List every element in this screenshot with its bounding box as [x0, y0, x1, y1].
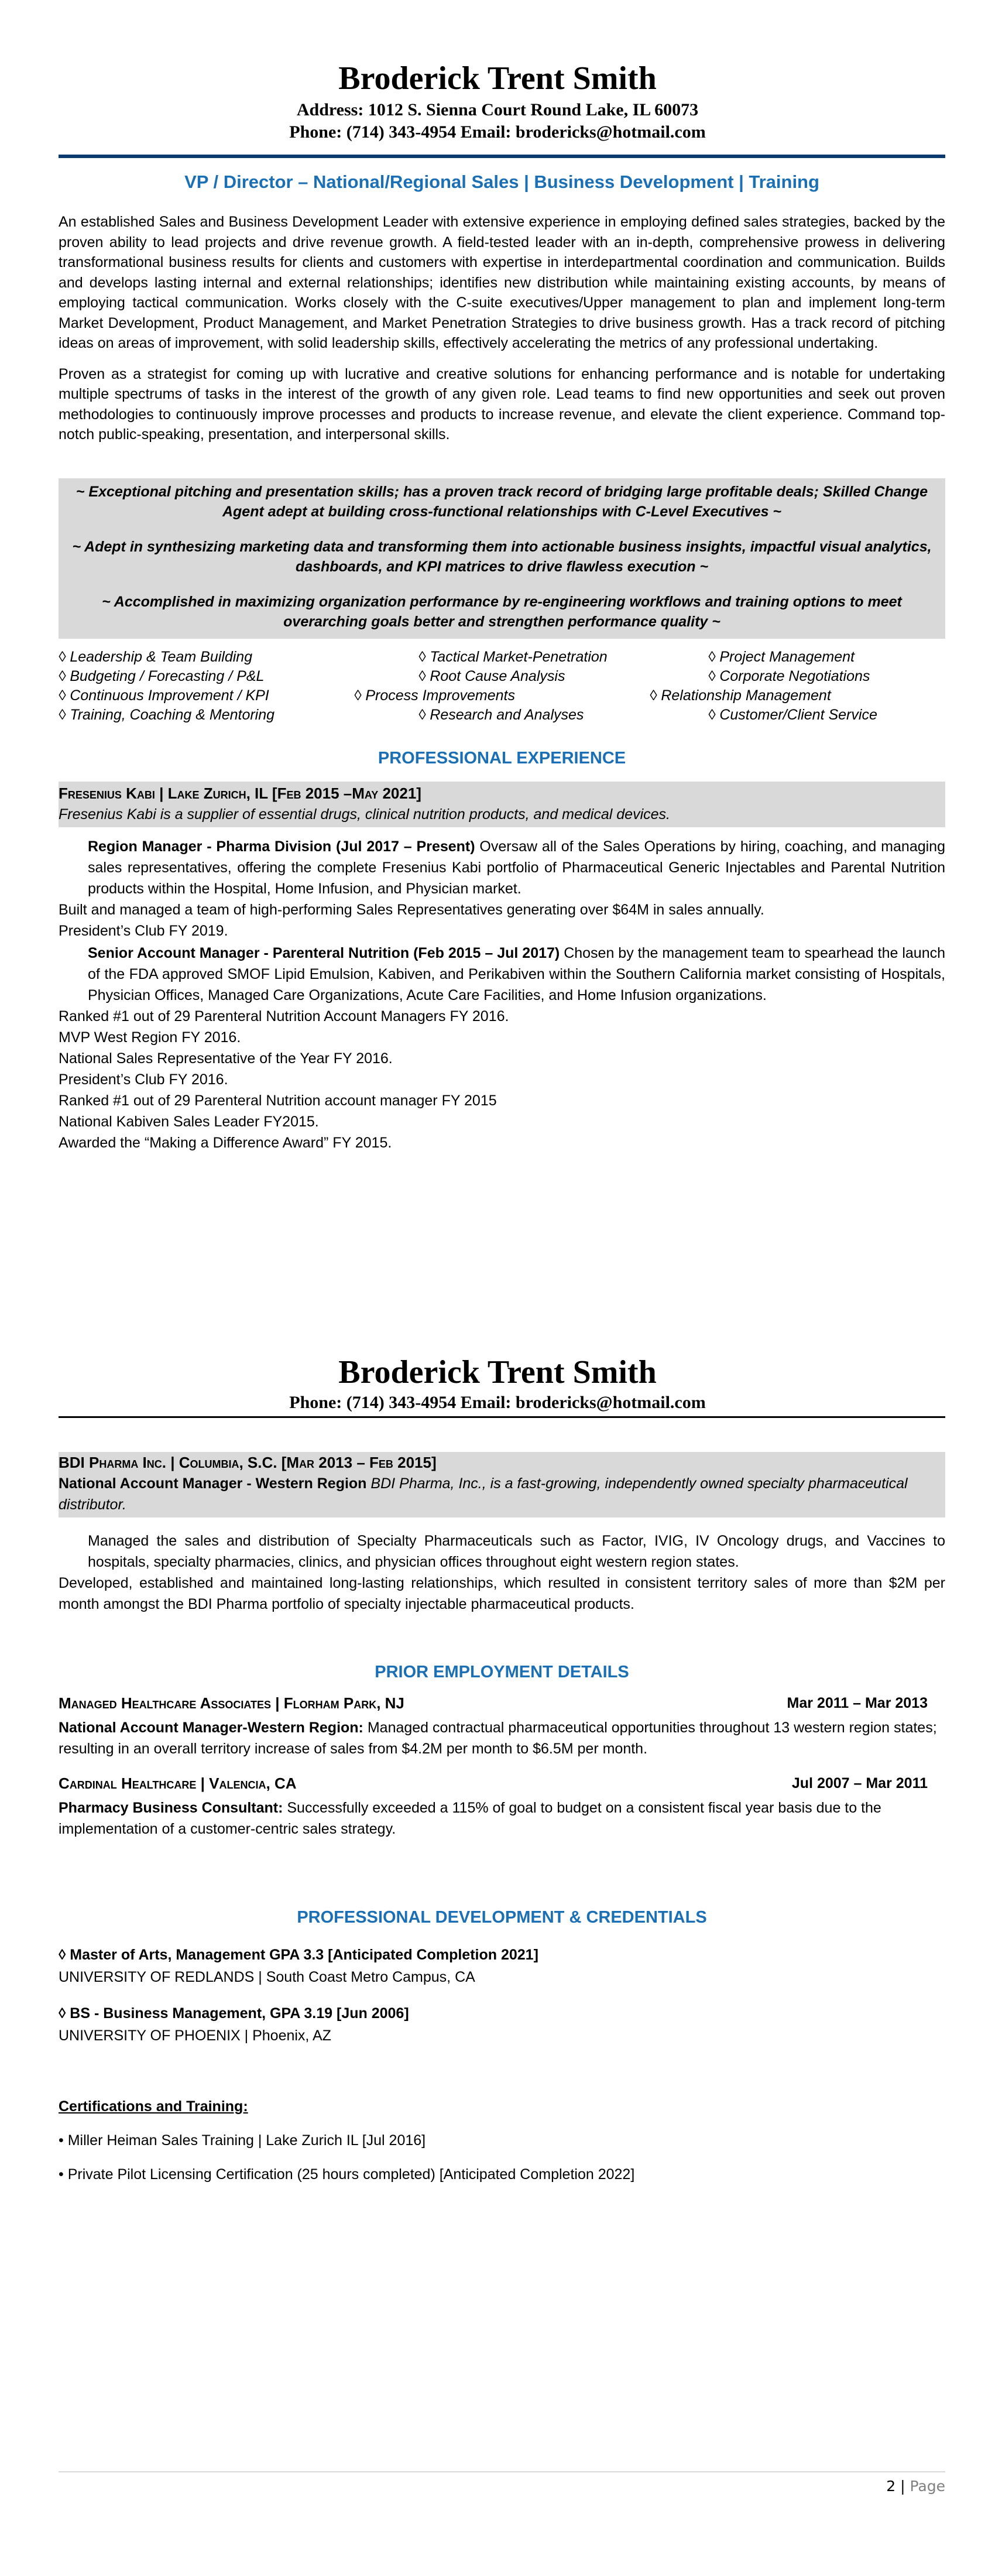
skill-item: [650, 667, 945, 686]
skill-label: Budgeting / Forecasting / P&L: [70, 668, 265, 684]
education-school: UNIVERSITY OF PHOENIX | Phoenix, AZ: [59, 2027, 331, 2044]
skill-item: [59, 648, 354, 667]
company-description: BDI Pharma, Inc., is a fast-growing, independently owned specialty pharmaceutical distributor.: [59, 1475, 908, 1513]
contact-phone-email: Phone: (714) 343-4954 Email: brodericks@hotmail.com: [289, 122, 706, 142]
achievement-item: National Sales Representative of the Year FY 2016.: [59, 1050, 393, 1067]
achievement-item: President’s Club FY 2016.: [59, 1071, 228, 1088]
diamond-bullet-icon: ◊: [59, 668, 66, 684]
certifications-section: [59, 2096, 945, 2185]
skill-item: [354, 648, 650, 667]
job-description: [59, 1797, 945, 1839]
highlight-item: ~ Exceptional pitching and presentation skills; has a proven track record of bridging large profitable deals; Skilled Change Agent adept at building cross-functional relationships with C-Level Executives ~: [76, 484, 928, 520]
company-line: Fresenius Kabi | Lake Zurich, IL [Feb 2015 –May 2021]: [59, 785, 421, 802]
skill-label: Customer/Client Service: [719, 707, 877, 723]
summary-section: [59, 212, 945, 445]
bdi-duties: Managed the sales and distribution of Specialty Pharmaceuticals such as Factor, IVIG, IV Oncology drugs, and Vaccines to hospitals, specialty pharmacies, clinics, and physician offices throughout eight western region states.: [88, 1533, 945, 1570]
skill-label: Research and Analyses: [430, 707, 584, 723]
skill-label: Process Improvements: [365, 687, 515, 704]
highlights-box: [59, 478, 945, 639]
diamond-bullet-icon: ◊: [708, 707, 716, 723]
company-box-fresenius: [59, 782, 945, 827]
education-list: [59, 1944, 945, 2047]
prior-employment-list: [59, 1692, 945, 1839]
education-degree: ◊ BS - Business Management, GPA 3.19 [Jun 2006]: [59, 2005, 409, 2022]
role-text: Managed contractual pharmaceutical opportunities throughout 13 western region states; resulting in an overall territory increase of sales from $4.2M per month to $6.5M per month.: [59, 1719, 937, 1757]
bdi-details: [59, 1530, 945, 1615]
skill-item: [650, 705, 945, 725]
skill-item: [59, 686, 354, 705]
skill-item: [650, 648, 945, 667]
resume-name-page2: Broderick Trent Smith: [338, 1354, 657, 1390]
skills-grid: [59, 648, 945, 725]
resume-name: Broderick Trent Smith: [338, 60, 657, 97]
summary-paragraph-2: Proven as a strategist for coming up with lucrative and creative solutions for enhancing performance and is notable for undertaking multiple spectrums of tasks in the interest of the growth of any given role. Lead teams to find new opportunities and seek out proven methodologies to continuously improve processes and products to increase revenue, and elevate the client experience. Command top-notch public-speaking, presentation, and interpersonal skills.: [59, 365, 945, 443]
prior-job: [59, 1692, 945, 1759]
diamond-bullet-icon: ◊: [418, 649, 426, 665]
role-title: Region Manager - Pharma Division (Jul 2017 – Present): [88, 838, 475, 855]
education-degree: ◊ Master of Arts, Management GPA 3.3 [Anticipated Completion 2021]: [59, 1947, 538, 1963]
job-dates: Jul 2007 – Mar 2011: [791, 1775, 928, 1791]
role-title: Pharmacy Business Consultant:: [59, 1800, 283, 1816]
role-text: Oversaw all of the Sales Operations by hiring, coaching, and managing sales representatives, offering the complete Fresenius Kabi portfolio of Pharmaceutical Generic Injectables and Parental Nutrition products within the Hospital, Home Infusion, and Physician market.: [88, 838, 945, 897]
contact-phone-email-page2: Phone: (714) 343-4954 Email: brodericks@hotmail.com: [289, 1393, 706, 1412]
diamond-bullet-icon: ◊: [650, 687, 657, 704]
achievement-item: Ranked #1 out of 29 Parenteral Nutrition Account Managers FY 2016.: [59, 1008, 509, 1025]
skill-item: [354, 705, 650, 725]
achievement-item: Awarded the “Making a Difference Award” FY 2015.: [59, 1135, 392, 1151]
role-title: National Account Manager - Western Region: [59, 1475, 367, 1492]
highlight-item: ~ Accomplished in maximizing organization performance by re-engineering workflows and training options to meet overarching goals better and strengthen performance quality ~: [102, 594, 902, 630]
diamond-bullet-icon: ◊: [59, 687, 66, 704]
diamond-bullet-icon: ◊: [418, 707, 426, 723]
highlight-item: ~ Adept in synthesizing marketing data and transforming them into actionable business insights, impactful visual analytics, dashboards, and KPI matrices to drive flawless execution ~: [72, 539, 932, 575]
education-school: UNIVERSITY OF REDLANDS | South Coast Metro Campus, CA: [59, 1969, 475, 1985]
page-separator: |: [896, 2478, 910, 2495]
header-rule: [59, 155, 945, 158]
skill-item: [354, 667, 650, 686]
role-title: National Account Manager-Western Region:: [59, 1719, 363, 1736]
summary-paragraph-1: An established Sales and Business Development Leader with extensive experience in employing defined sales strategies, backed by the proven ability to lead projects and drive revenue growth. A field-tested leader with an in-depth, comprehensive prowess in delivering transformational business results for clients and customers with expertise in interdepartmental coordination and communication. Builds and develops lasting internal and external relationships; identifies new distribution while maintaining existing accounts, by means of employing tactical communication. Works closely with the C-suite executives/Upper management to plan and implement long-term Market Development, Product Management, and Market Penetration Strategies to drive business growth. Has a track record of pitching ideas on areas of improvement, with solid leadership skills, effectively accelerating the metrics of any professional undertaking.: [59, 214, 945, 351]
company-box-bdi: [59, 1452, 945, 1517]
role-region-manager: [59, 836, 945, 899]
diamond-bullet-icon: ◊: [354, 687, 362, 704]
achievement-item: Built and managed a team of high-performing Sales Representatives generating over $64M in sales annually.: [59, 902, 764, 918]
company-description: Fresenius Kabi is a supplier of essential drugs, clinical nutrition products, and medical devices.: [59, 806, 670, 823]
page-number: 2: [886, 2478, 896, 2495]
contact-address: Address: 1012 S. Sienna Court Round Lake, IL 60073: [296, 100, 699, 119]
diamond-bullet-icon: ◊: [708, 668, 716, 684]
certification-item: • Private Pilot Licensing Certification (25 hours completed) [Anticipated Completion 2022]: [59, 2166, 635, 2183]
bdi-achievement: Developed, established and maintained long-lasting relationships, which resulted in consistent territory sales of more than $2M per month amongst the BDI Pharma portfolio of specialty injectable pharmaceutical products.: [59, 1575, 945, 1612]
job-description: [59, 1717, 945, 1759]
diamond-bullet-icon: ◊: [59, 649, 66, 665]
role-line: [59, 1473, 945, 1515]
prior-job: [59, 1772, 945, 1839]
achievement-item: President’s Club FY 2019.: [59, 923, 228, 939]
role-senior-account-manager: [59, 943, 945, 1006]
company-line: Cardinal Healthcare | Valencia, CA: [59, 1775, 297, 1792]
skill-item: [650, 686, 945, 705]
skill-item: [59, 667, 354, 686]
company-line: BDI Pharma Inc. | Columbia, S.C. [Mar 2013 – Feb 2015]: [59, 1454, 437, 1471]
role-title: Senior Account Manager - Parenteral Nutrition (Feb 2015 – Jul 2017): [88, 945, 560, 961]
footer-rule: [59, 2471, 945, 2472]
diamond-bullet-icon: ◊: [59, 707, 66, 723]
skill-label: Training, Coaching & Mentoring: [70, 707, 275, 723]
fresenius-roles: [59, 836, 945, 1153]
job-dates: Mar 2011 – Mar 2013: [787, 1695, 928, 1711]
role-text: Successfully exceeded a 115% of goal to budget on a consistent fiscal year basis due to the implementation of a customer-centric sales strategy.: [59, 1800, 881, 1837]
section-title-credentials: PROFESSIONAL DEVELOPMENT & CREDENTIALS: [297, 1908, 707, 1927]
company-line: Managed Healthcare Associates | Florham Park, NJ: [59, 1694, 404, 1712]
professional-headline: VP / Director – National/Regional Sales | Business Development | Training: [184, 172, 819, 192]
diamond-bullet-icon: ◊: [418, 668, 426, 684]
achievement-item: MVP West Region FY 2016.: [59, 1029, 241, 1046]
skill-label: Root Cause Analysis: [430, 668, 565, 684]
page-label: Page: [910, 2478, 945, 2495]
role-text: Chosen by the management team to spearhead the launch of the FDA approved SMOF Lipid Emulsion, Kabiven, and Perikabiven within the Southern California market consisting of Hospitals, Physician Offices, Managed Care Organizations, Acute Care Facilities, and Home Infusion organizations.: [88, 945, 946, 1003]
skill-label: Corporate Negotiations: [719, 668, 870, 684]
skill-label: Leadership & Team Building: [70, 649, 253, 665]
skill-item: [59, 705, 354, 725]
achievement-item: National Kabiven Sales Leader FY2015.: [59, 1114, 319, 1130]
skill-label: Continuous Improvement / KPI: [70, 687, 269, 704]
achievement-item: Ranked #1 out of 29 Parenteral Nutrition account manager FY 2015: [59, 1092, 497, 1109]
diamond-bullet-icon: ◊: [708, 649, 716, 665]
section-title-prior-employment: PRIOR EMPLOYMENT DETAILS: [375, 1663, 629, 1681]
certifications-title: Certifications and Training:: [59, 2098, 248, 2115]
skill-item: [354, 686, 650, 705]
skill-label: Project Management: [719, 649, 855, 665]
skill-label: Relationship Management: [661, 687, 831, 704]
skill-label: Tactical Market-Penetration: [430, 649, 608, 665]
certification-item: • Miller Heiman Sales Training | Lake Zurich IL [Jul 2016]: [59, 2132, 426, 2149]
section-title-experience: PROFESSIONAL EXPERIENCE: [378, 749, 626, 768]
header-rule-page2: [59, 1416, 945, 1418]
page-footer: [886, 2478, 945, 2495]
